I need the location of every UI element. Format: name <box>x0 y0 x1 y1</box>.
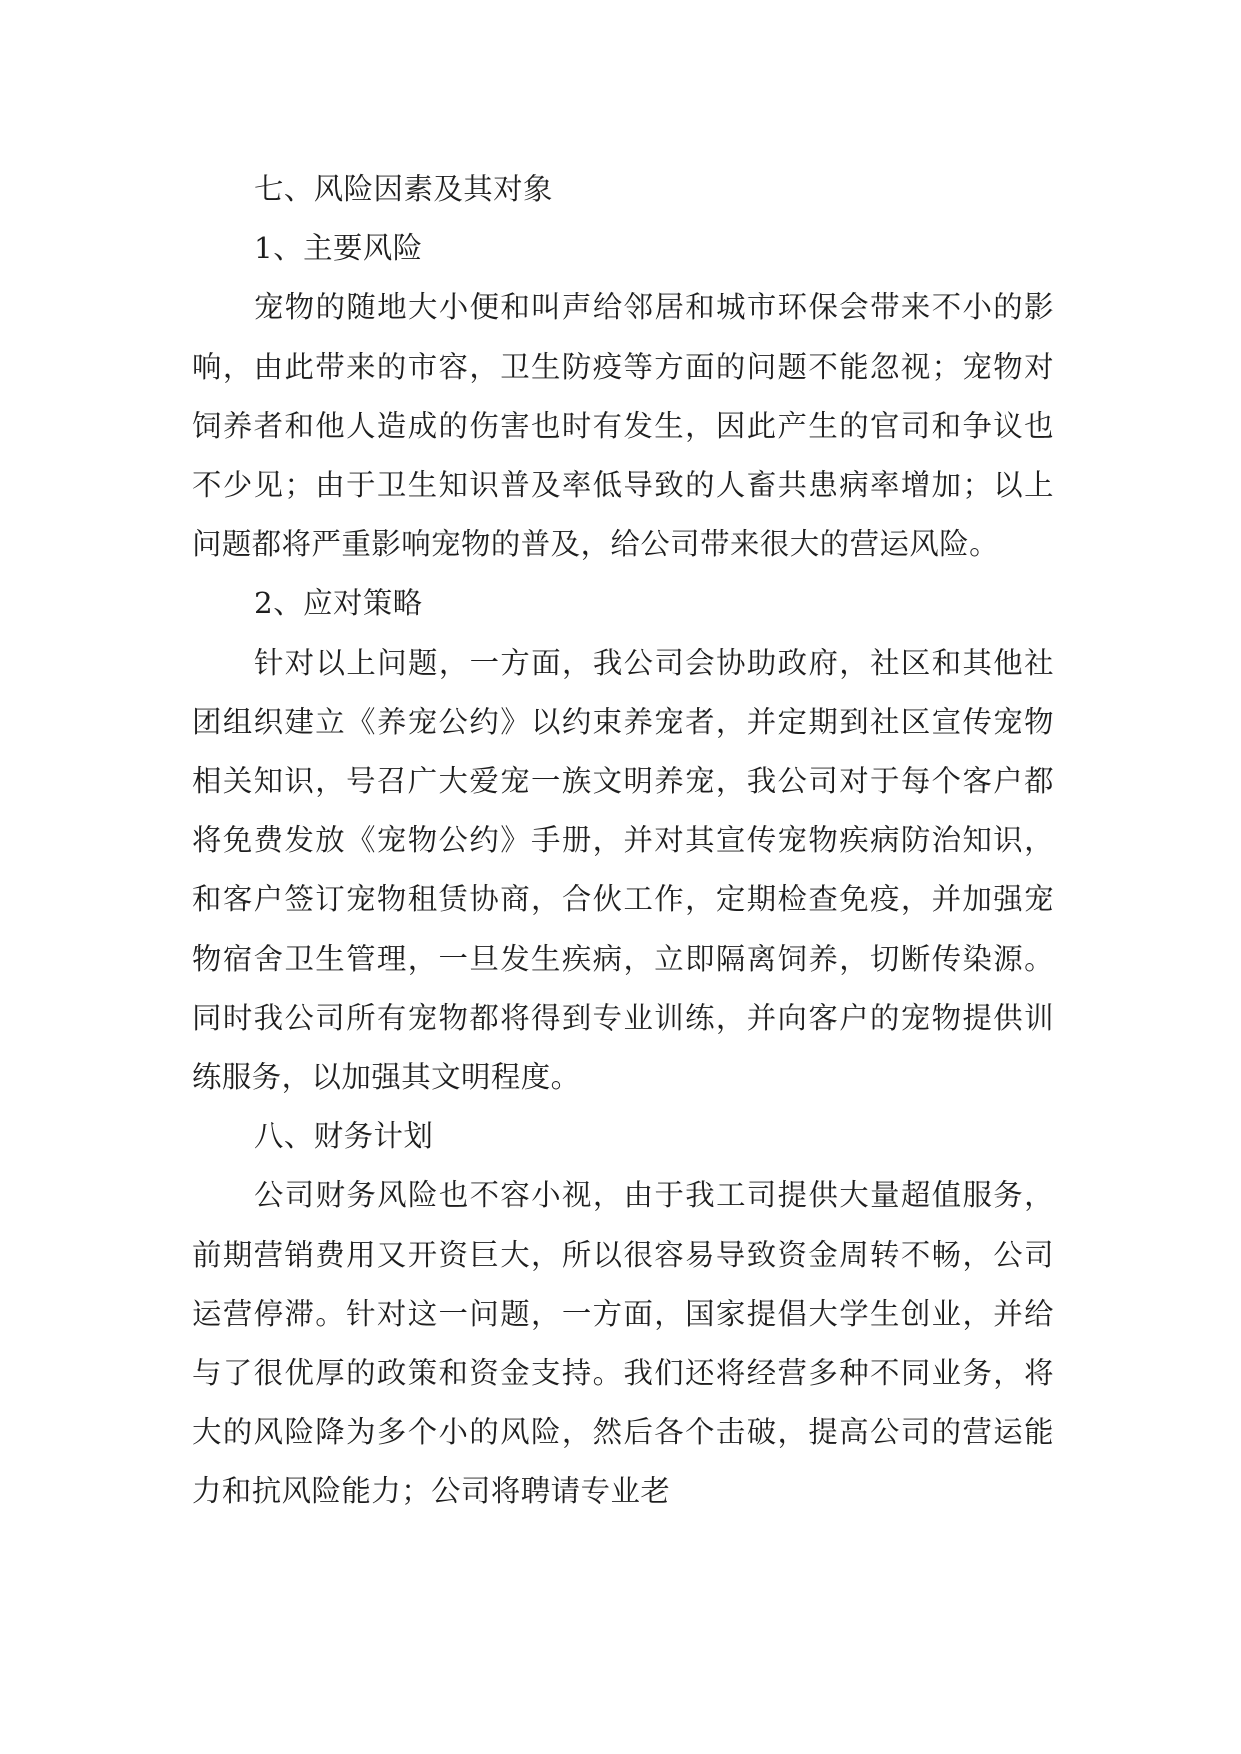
subheading-main-risks: 1、主要风险 <box>254 231 423 266</box>
document-body <box>192 160 1054 1522</box>
section-heading-financial-plan: 八、财务计划 <box>254 1119 434 1154</box>
paragraph-financial-plan: 公司财务风险也不容小视，由于我工司提供大量超值服务，前期营销费用又开资巨大，所以很容易导致资金周转不畅，公司运营停滞。针对这一问题，一方面，国家提倡大学生创业，并给与了很优厚的政策和资金支持。我们还将经营多种不同业务，将大的风险降为多个小的风险，然后各个击破，提高公司的营运能力和抗风险能力；公司将聘请专业老 <box>192 1178 1054 1509</box>
subheading-countermeasures: 2、应对策略 <box>254 586 423 621</box>
paragraph-countermeasures: 针对以上问题，一方面，我公司会协助政府，社区和其他社团组织建立《养宠公约》以约束养宠者，并定期到社区宣传宠物相关知识，号召广大爱宠一族文明养宠，我公司对于每个客户都将免费发放《宠物公约》手册，并对其宣传宠物疾病防治知识，和客户签订宠物租赁协商，合伙工作，定期检查免疫，并加强宠物宿舍卫生管理，一旦发生疾病，立即隔离饲养，切断传染源。同时我公司所有宠物都将得到专业训练，并向客户的宠物提供训练服务，以加强其文明程度。 <box>192 645 1054 1095</box>
section-heading-risk-factors: 七、风险因素及其对象 <box>254 172 553 206</box>
paragraph-main-risks: 宠物的随地大小便和叫声给邻居和城市环保会带来不小的影响，由此带来的市容，卫生防疫等方面的问题不能忽视；宠物对饲养者和他人造成的伤害也时有发生，因此产生的官司和争议也不少见；由于卫生知识普及率低导致的人畜共患病率增加；以上问题都将严重影响宠物的普及，给公司带来很大的营运风险。 <box>192 290 1054 562</box>
